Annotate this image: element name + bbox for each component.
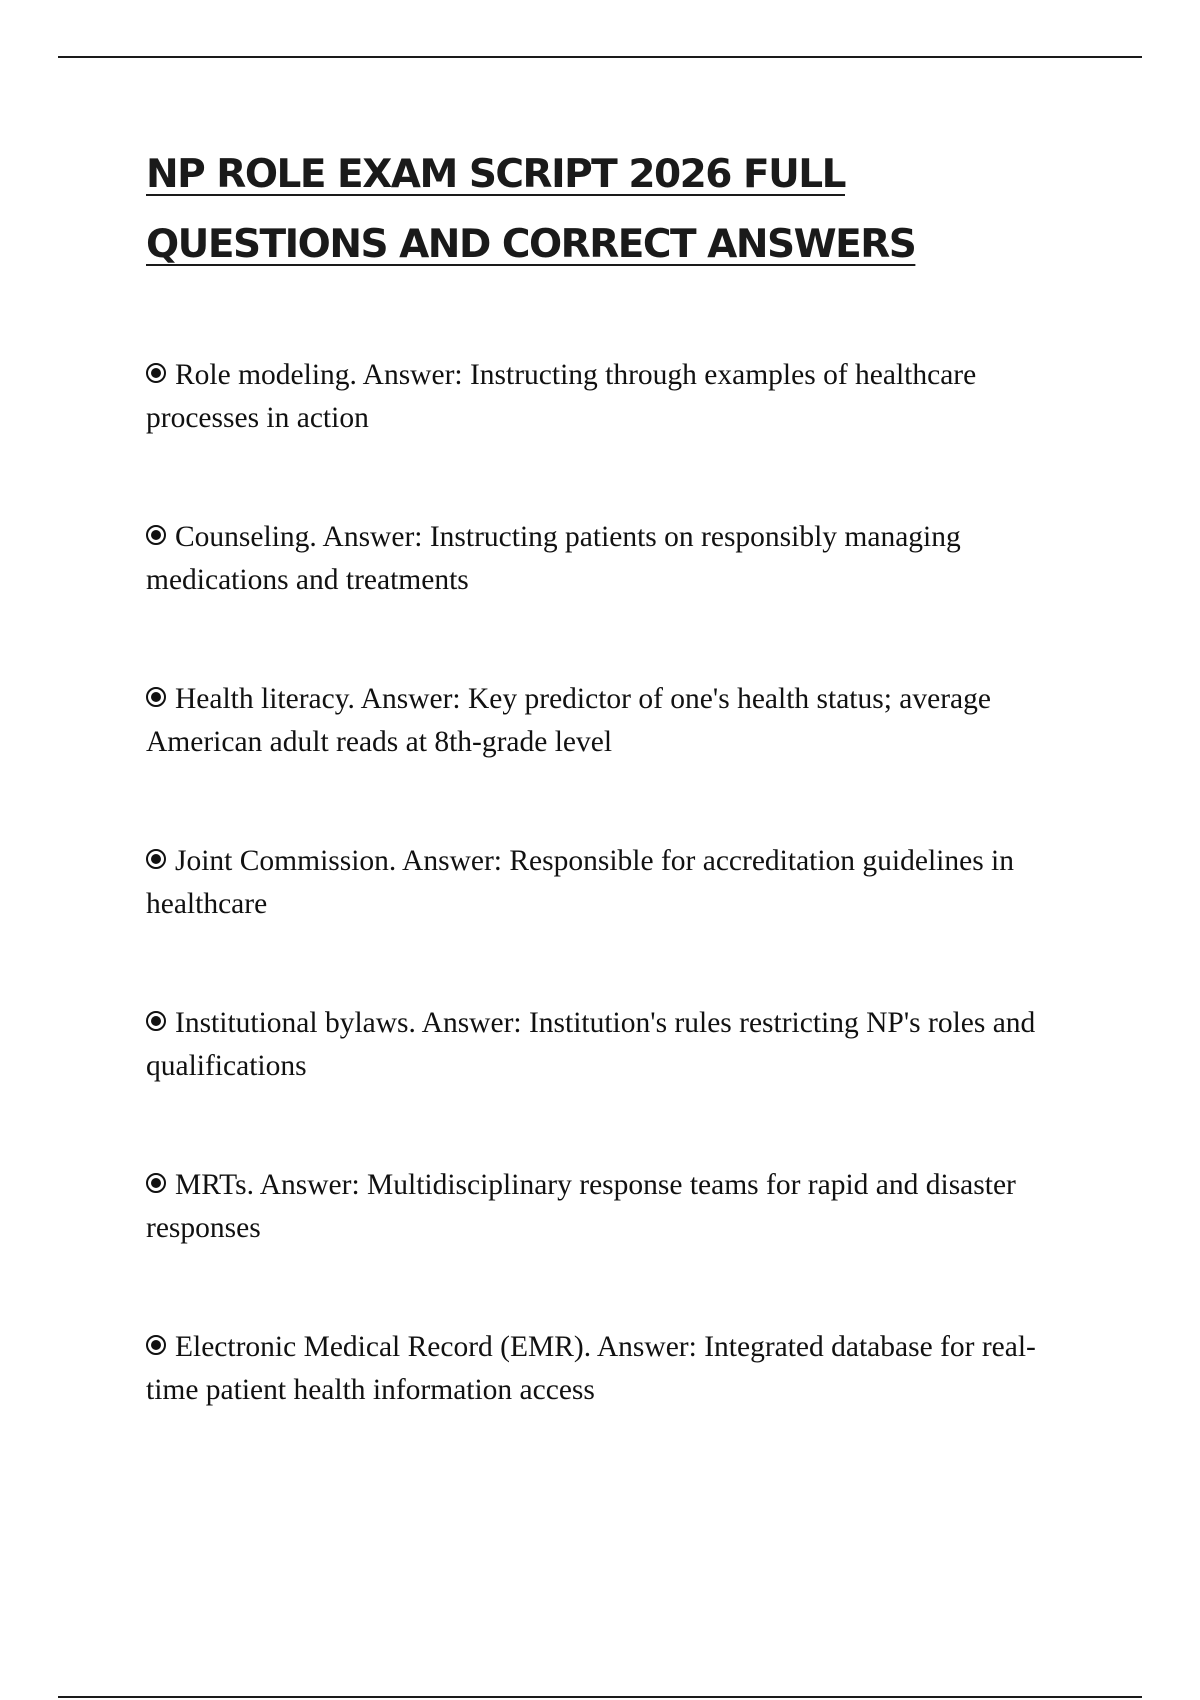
- document-body: [146, 140, 1086, 1488]
- qa-item: [146, 1002, 1086, 1088]
- qa-text: Electronic Medical Record (EMR). Answer: Integrated database for real-time patient health information access: [146, 1331, 1036, 1406]
- radio-bullet-icon: [146, 849, 166, 869]
- top-rule: [58, 56, 1142, 58]
- qa-item: [146, 354, 1086, 440]
- qa-text: Institutional bylaws. Answer: Institution's rules restricting NP's roles and qualifications: [146, 1007, 1036, 1082]
- qa-item: [146, 1326, 1086, 1412]
- qa-text: Counseling. Answer: Instructing patients on responsibly managing medications and treatments: [146, 521, 961, 596]
- radio-bullet-icon: [146, 1335, 166, 1355]
- qa-text: Role modeling. Answer: Instructing through examples of healthcare processes in action: [146, 359, 977, 434]
- document-title: NP ROLE EXAM SCRIPT 2026 FULL QUESTIONS AND CORRECT ANSWERS: [146, 152, 916, 267]
- qa-list: [146, 354, 1086, 1412]
- qa-text: Health literacy. Answer: Key predictor of one's health status; average American adult reads at 8th-grade level: [146, 683, 991, 758]
- qa-item: [146, 1164, 1086, 1250]
- radio-bullet-icon: [146, 363, 166, 383]
- qa-item: [146, 678, 1086, 764]
- radio-bullet-icon: [146, 1011, 166, 1031]
- bottom-rule: [58, 1696, 1142, 1698]
- radio-bullet-icon: [146, 1173, 166, 1193]
- qa-text: Joint Commission. Answer: Responsible for accreditation guidelines in healthcare: [146, 845, 1015, 920]
- radio-bullet-icon: [146, 525, 166, 545]
- qa-item: [146, 516, 1086, 602]
- radio-bullet-icon: [146, 687, 166, 707]
- qa-item: [146, 840, 1086, 926]
- qa-text: MRTs. Answer: Multidisciplinary response teams for rapid and disaster responses: [146, 1169, 1016, 1244]
